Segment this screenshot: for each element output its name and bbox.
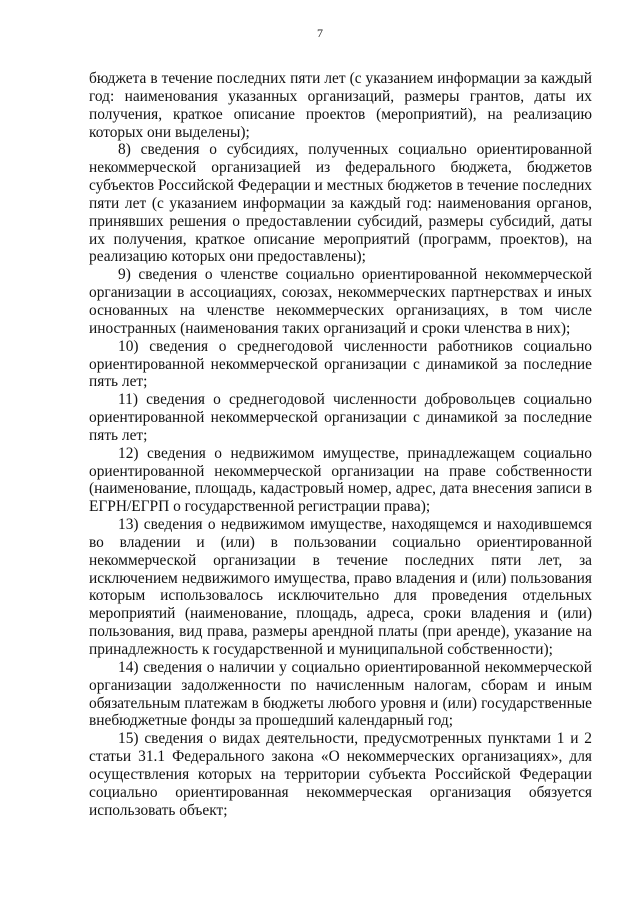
paragraph-item-9: 9) сведения о членстве социально ориентированной некоммерческой организации в ассоциациях, союзах, некоммерческих партнерствах и иных основанных на членстве некоммерческих организациях, в том числе иностранных (наименования таких организаций и сроки членства в них); [89,266,592,337]
paragraph-item-10: 10) сведения о среднегодовой численности работников социально ориентированной некоммерческой организации с динамикой за последние пять лет; [89,337,592,391]
paragraph-item-11: 11) сведения о среднегодовой численности добровольцев социально ориентированной некоммерческой организации с динамикой за последние пять лет; [89,391,592,444]
paragraph-item-13: 13) сведения о недвижимом имуществе, находящемся и находившемся во владении и (или) в пользовании социально ориентированной некоммерческой организации в течение последних пяти лет, за исключением недвижимого имущества, право владения и (или) пользования которым использовалось исключительно для проведения отдельных мероприятий (наименование, площадь, адреса, сроки владения и (или) пользования, вид права, размеры арендной платы (при аренде), указание на принадлежность к государственной и муниципальной собственности); [89,516,592,658]
document-body [89,70,592,819]
paragraph-item-8: 8) сведения о субсидиях, полученных социально ориентированной некоммерческой организацией из федерального бюджета, бюджетов субъектов Российской Федерации и местных бюджетов в течение последних пяти лет (с указанием информации за каждый год: наименования органов, принявших решения о предоставлении субсидий, размеры субсидий, даты их получения, краткое описание мероприятий (программ, проектов), на реализацию которых они предоставлены); [89,141,592,266]
page-number: 7 [317,26,323,40]
paragraph-item-12: 12) сведения о недвижимом имуществе, принадлежащем социально ориентированной некоммерческой организации на праве собственности (наименование, площадь, кадастровый номер, адрес, дата внесения записи в ЕГРН/ЕГРП о государственной регистрации права); [89,444,592,516]
paragraph-continuation: бюджета в течение последних пяти лет (с указанием информации за каждый год: наименования указанных организаций, размеры грантов, даты их получения, краткое описание проектов (мероприятий), на реализацию которых они выделены); [89,70,592,141]
paragraph-item-15: 15) сведения о видах деятельности, предусмотренных пунктами 1 и 2 статьи 31.1 Федерального закона «О некоммерческих организациях», для осуществления которых на территории субъекта Российской Федерации социально ориентированная некоммерческая организация обязуется использовать объект; [89,730,592,819]
paragraph-item-14: 14) сведения о наличии у социально ориентированной некоммерческой организации задолженности по начисленным налогам, сборам и иным обязательным платежам в бюджеты любого уровня и (или) государственные внебюджетные фонды за прошедший календарный год; [89,658,592,730]
